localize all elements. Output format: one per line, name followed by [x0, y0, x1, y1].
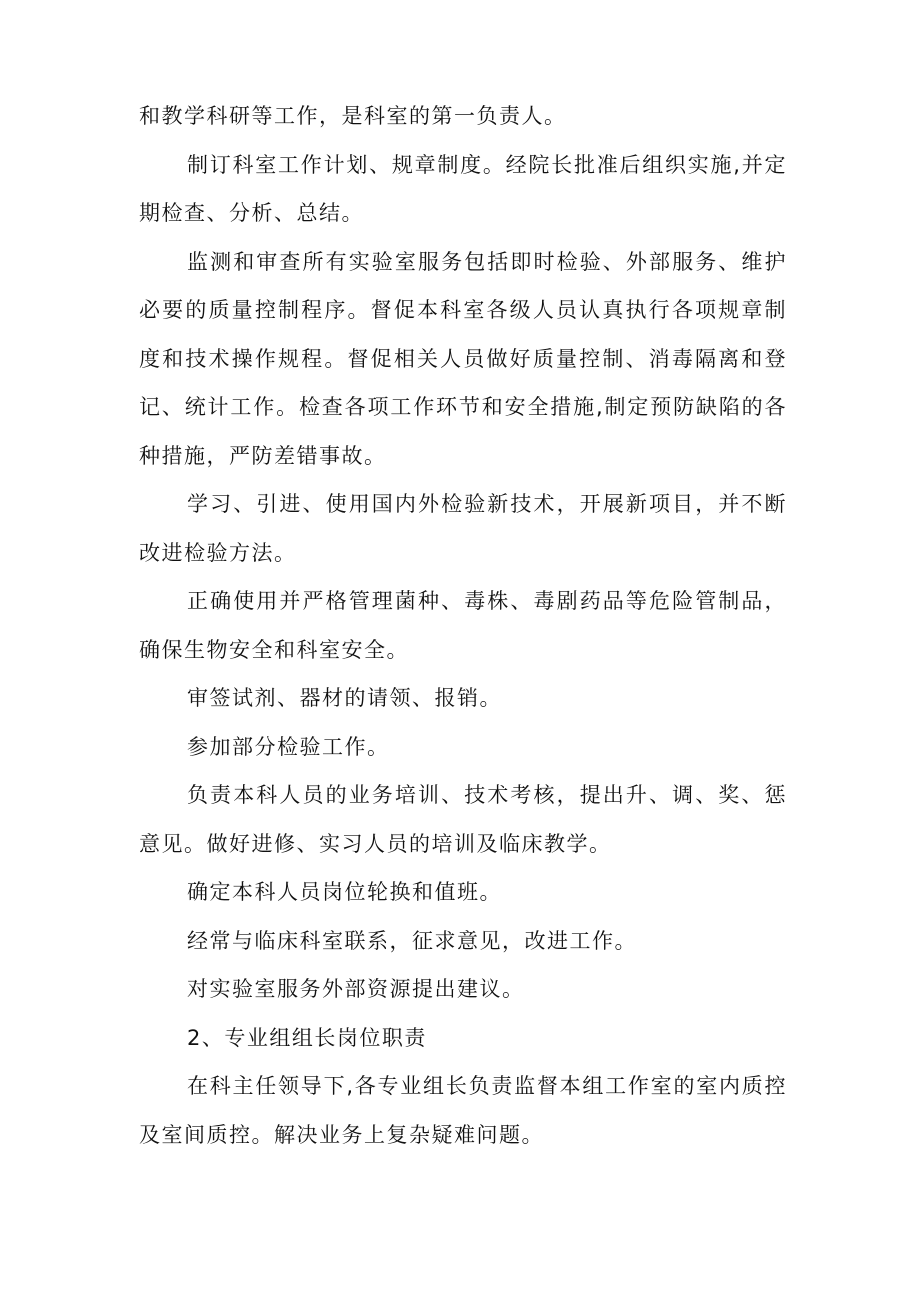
paragraph: 和教学科研等工作，是科室的第一负责人。 [139, 104, 567, 128]
paragraph: 确定本科人员岗位轮换和值班。 [187, 880, 502, 904]
paragraph: 学习、引进、使用国内外检验新技术，开展新项目，并不断改进检验方法。 [139, 492, 787, 565]
paragraph: 经常与临床科室联系，征求意见，改进工作。 [187, 928, 637, 953]
paragraph: 在科主任领导下,各专业组长负责监督本组工作室的室内质控及室间质控。解决业务上复杂疑难问题。 [139, 1074, 787, 1147]
paragraph: 制订科室工作计划、规章制度。经院长批准后组织实施,并定期检查、分析、总结。 [139, 152, 787, 225]
paragraph: 负责本科人员的业务培训、技术考核，提出升、调、奖、惩意见。做好进修、实习人员的培训及临床教学。 [139, 783, 787, 856]
paragraph: 正确使用并严格管理菌种、毒株、毒剧药品等危险管制品，确保生物安全和科室安全。 [139, 589, 787, 662]
paragraph: 审签试剂、器材的请领、报销。 [187, 686, 502, 710]
section-heading: 2、专业组组长岗位职责 [187, 1025, 427, 1050]
paragraph: 对实验室服务外部资源提出建议。 [187, 977, 525, 1001]
paragraph: 监测和审查所有实验室服务包括即时检验、外部服务、维护必要的质量控制程序。督促本科室各级人员认真执行各项规章制度和技术操作规程。督促相关人员做好质量控制、消毒隔离和登记、统计工作。检查各项工作环节和安全措施,制定预防缺陷的各种措施，严防差错事故。 [139, 249, 787, 468]
paragraph: 参加部分检验工作。 [187, 734, 390, 759]
document-body [139, 92, 787, 1159]
